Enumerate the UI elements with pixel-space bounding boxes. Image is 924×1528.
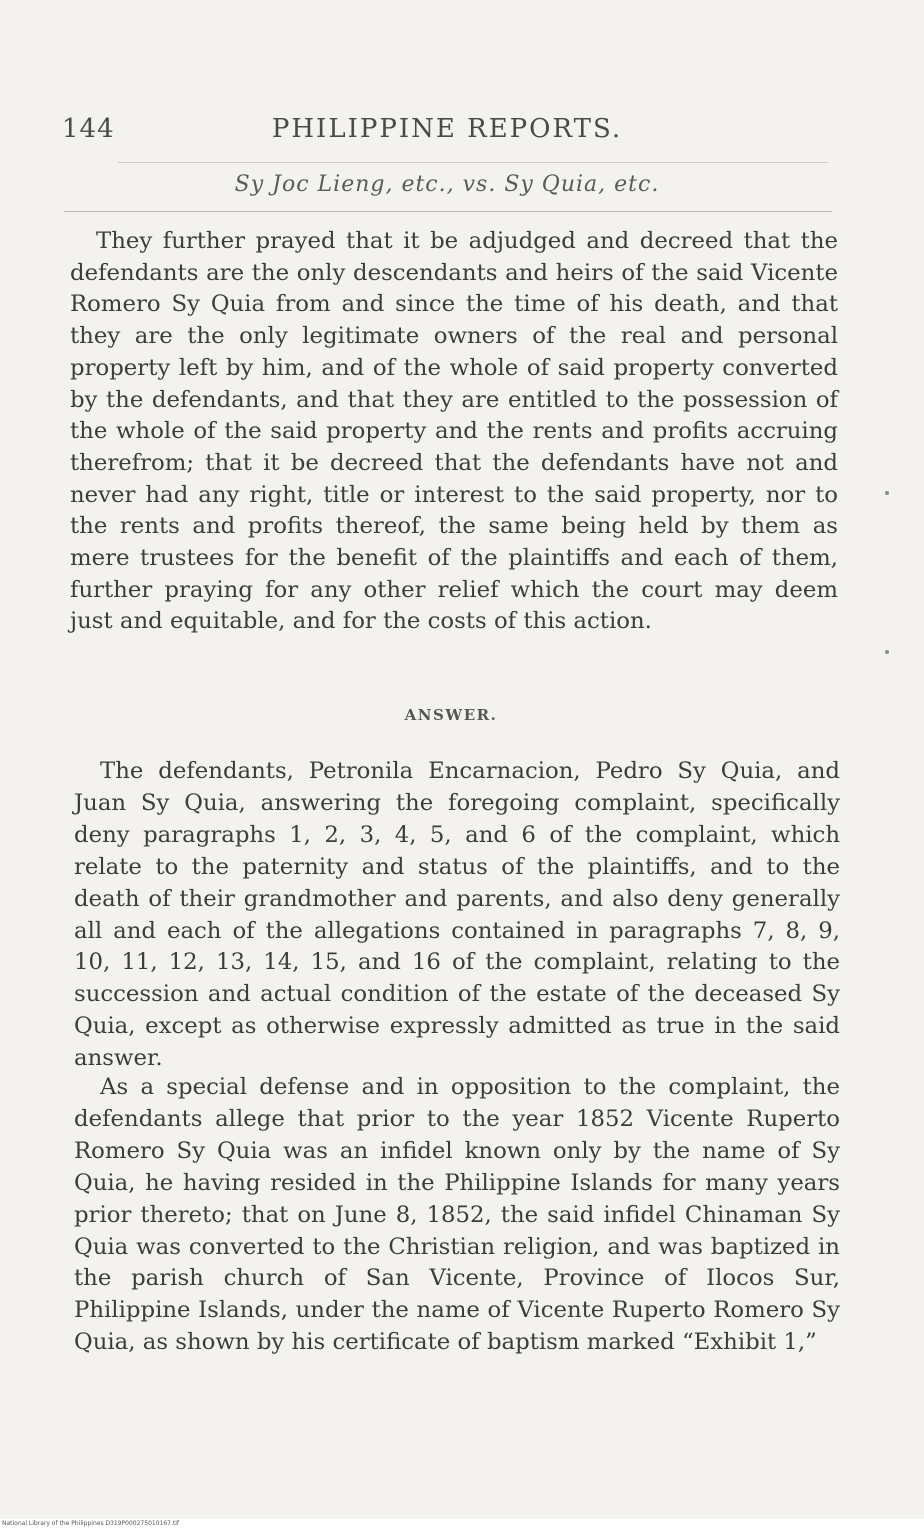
section-heading-answer: ANSWER. — [404, 706, 498, 724]
case-caption: Sy Joc Lieng, etc., vs. Sy Quia, etc. — [234, 172, 660, 197]
paragraph-prayer: They further prayed that it be adjudged and decreed that the defendants are the only descendants and heirs of the said Vicente Romero Sy Quia from and since the time of his death, and that they are the only legitimate owners of the real and personal property left by him, and of the whole of said property converted by the defendants, and that they are entitled to the possession of the whole of the said property and the rents and profits accruing therefrom; that it be decreed that the defendants have not and never had any right, title or interest to the said property, nor to the rents and profits thereof, the same being held by them as mere trustees for the benefit of the plaintiffs and each of them, further praying for any other relief which the court may deem just and equitable, and for the costs of this action. — [70, 228, 838, 635]
scan-speck — [885, 650, 889, 654]
paragraph-special-defense: As a special defense and in opposition to the complaint, the defendants allege that prior to the year 1852 Vicente Ruperto Romero Sy Quia was an infidel known only by the name of Sy Quia, he having resided in the Philippine Islands for many years prior thereto; that on June 8, 1852, the said infidel Chinaman Sy Quia was converted to the Christian religion, and was baptized in the parish church of San Vicente, Province of Ilocos Sur, Philippine Islands, under the name of Vicente Ruperto Romero Sy Quia, as shown by his certificate of baptism marked “Exhibit 1,” — [74, 1074, 840, 1356]
header-rule-upper — [118, 162, 828, 163]
source-line: National Library of the Philippines D319P000275010167.tif — [2, 1520, 180, 1527]
page-number: 144 — [62, 114, 115, 144]
scan-footer — [0, 1519, 924, 1528]
scan-speck — [885, 491, 889, 495]
header-rule-lower — [64, 211, 832, 212]
running-head — [62, 114, 832, 154]
report-title: PHILIPPINE REPORTS. — [271, 114, 623, 144]
paragraph-answer: The defendants, Petronila Encarnacion, Pedro Sy Quia, and Juan Sy Quia, answering the foregoing complaint, specifically deny paragraphs 1, 2, 3, 4, 5, and 6 of the complaint, which relate to the paternity and status of the plaintiffs, and to the death of their grandmother and parents, and also deny generally all and each of the allegations contained in paragraphs 7, 8, 9, 10, 11, 12, 13, 14, 15, and 16 of the complaint, relating to the succession and actual condition of the estate of the deceased Sy Quia, except as otherwise expressly admitted as true in the said answer. — [74, 758, 840, 1072]
